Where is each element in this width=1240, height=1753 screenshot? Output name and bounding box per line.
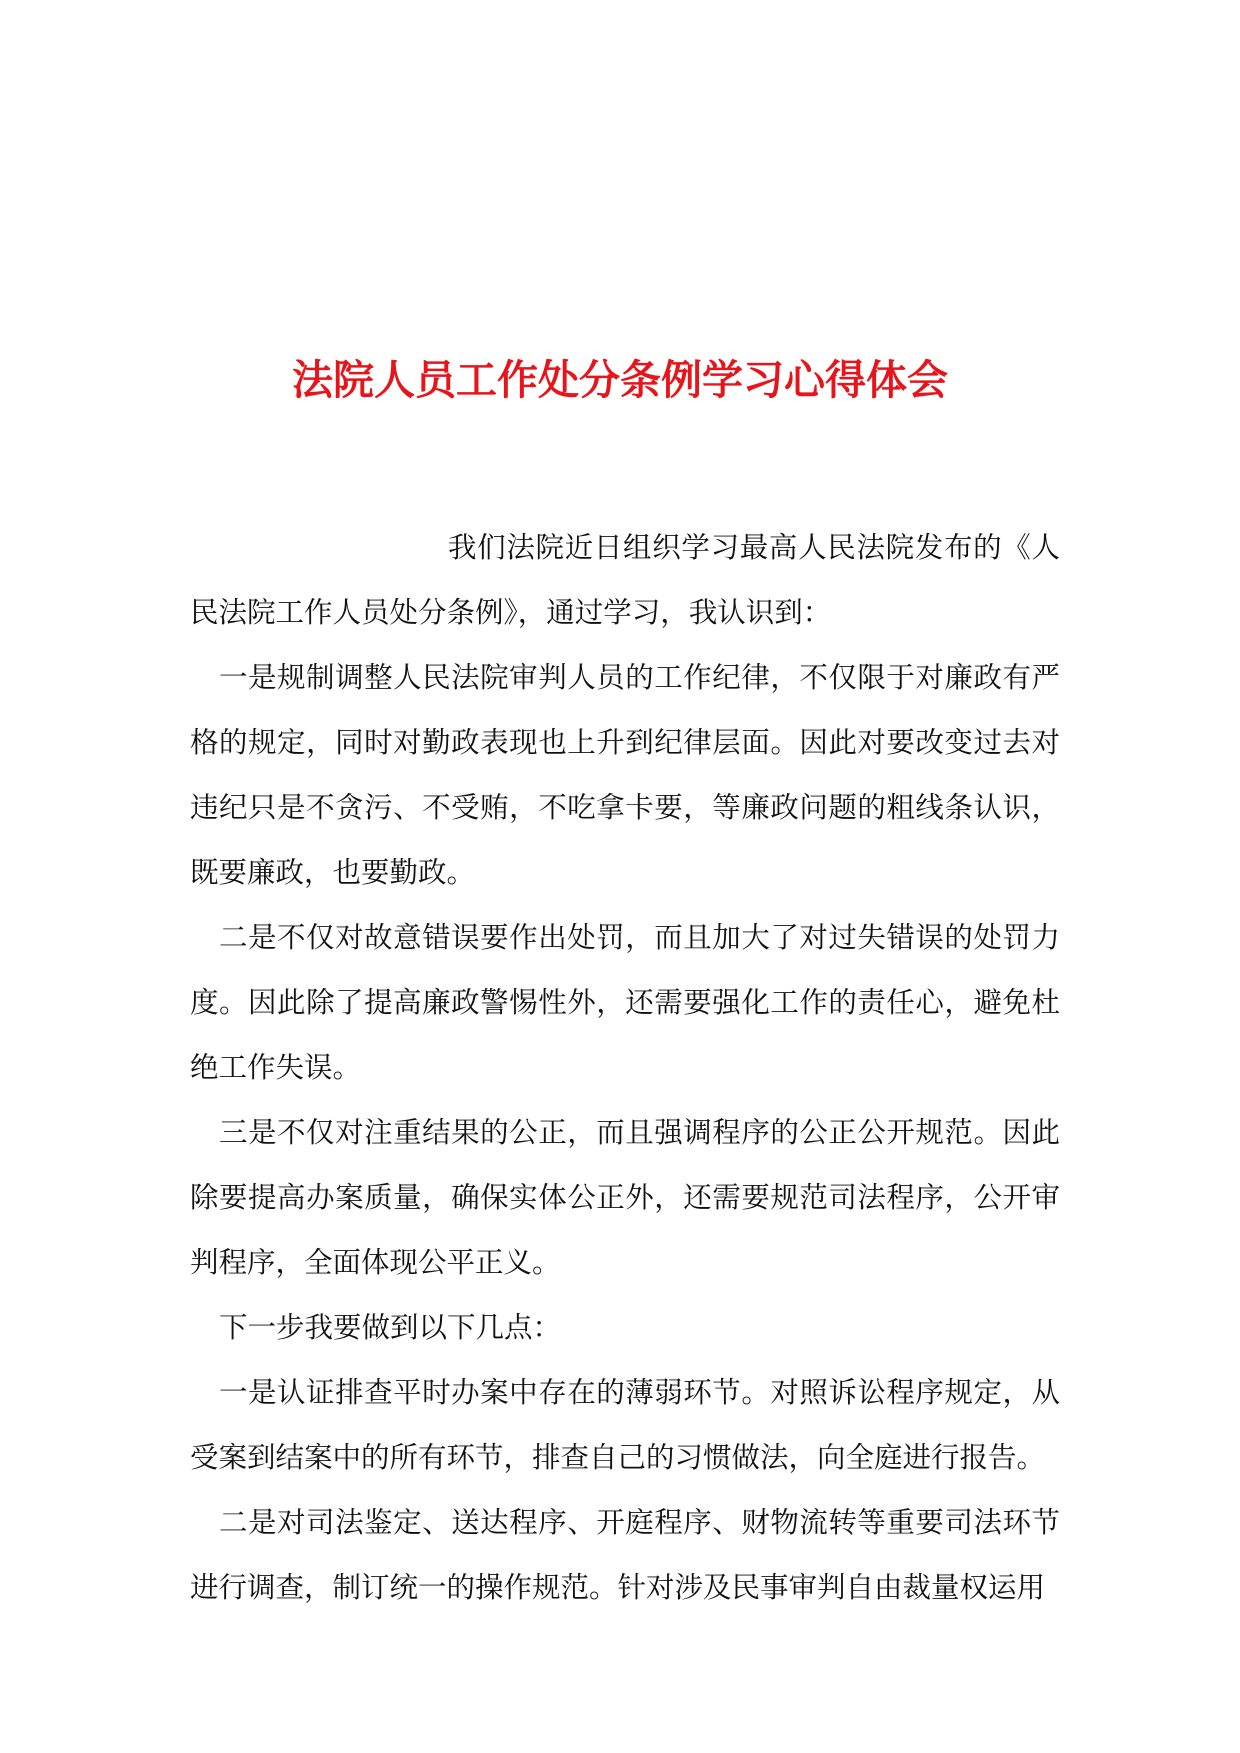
document-title: 法院人员工作处分条例学习心得体会 (292, 356, 948, 404)
paragraph-point-three: 三是不仅对注重结果的公正，而且强调程序的公正公开规范。因此除要提高办案质量，确保实体公正外，还需要规范司法程序，公开审判程序，全面体现公平正义。 (190, 1116, 1060, 1279)
paragraph-intro: 我们法院近日组织学习最高人民法院发布的《人民法院工作人员处分条例》，通过学习，我认识到： (190, 531, 1060, 629)
paragraph-next-steps: 下一步我要做到以下几点： (219, 1311, 562, 1344)
paragraph-point-one: 一是规制调整人民法院审判人员的工作纪律，不仅限于对廉政有严格的规定，同时对勤政表现也上升到纪律层面。因此对要改变过去对违纪只是不贪污、不受贿，不吃拿卡要，等廉政问题的粗线条认识，既要廉政，也要勤政。 (190, 661, 1060, 889)
paragraph-step-one: 一是认证排查平时办案中存在的薄弱环节。对照诉讼程序规定，从受案到结案中的所有环节，排查自己的习惯做法，向全庭进行报告。 (190, 1376, 1060, 1474)
document-body (190, 515, 1060, 1620)
paragraph-point-two: 二是不仅对故意错误要作出处罚，而且加大了对过失错误的处罚力度。因此除了提高廉政警惕性外，还需要强化工作的责任心，避免杜绝工作失误。 (190, 921, 1060, 1084)
paragraph-step-two: 二是对司法鉴定、送达程序、开庭程序、财物流转等重要司法环节进行调查，制订统一的操作规范。针对涉及民事审判自由裁量权运用 (190, 1506, 1060, 1604)
